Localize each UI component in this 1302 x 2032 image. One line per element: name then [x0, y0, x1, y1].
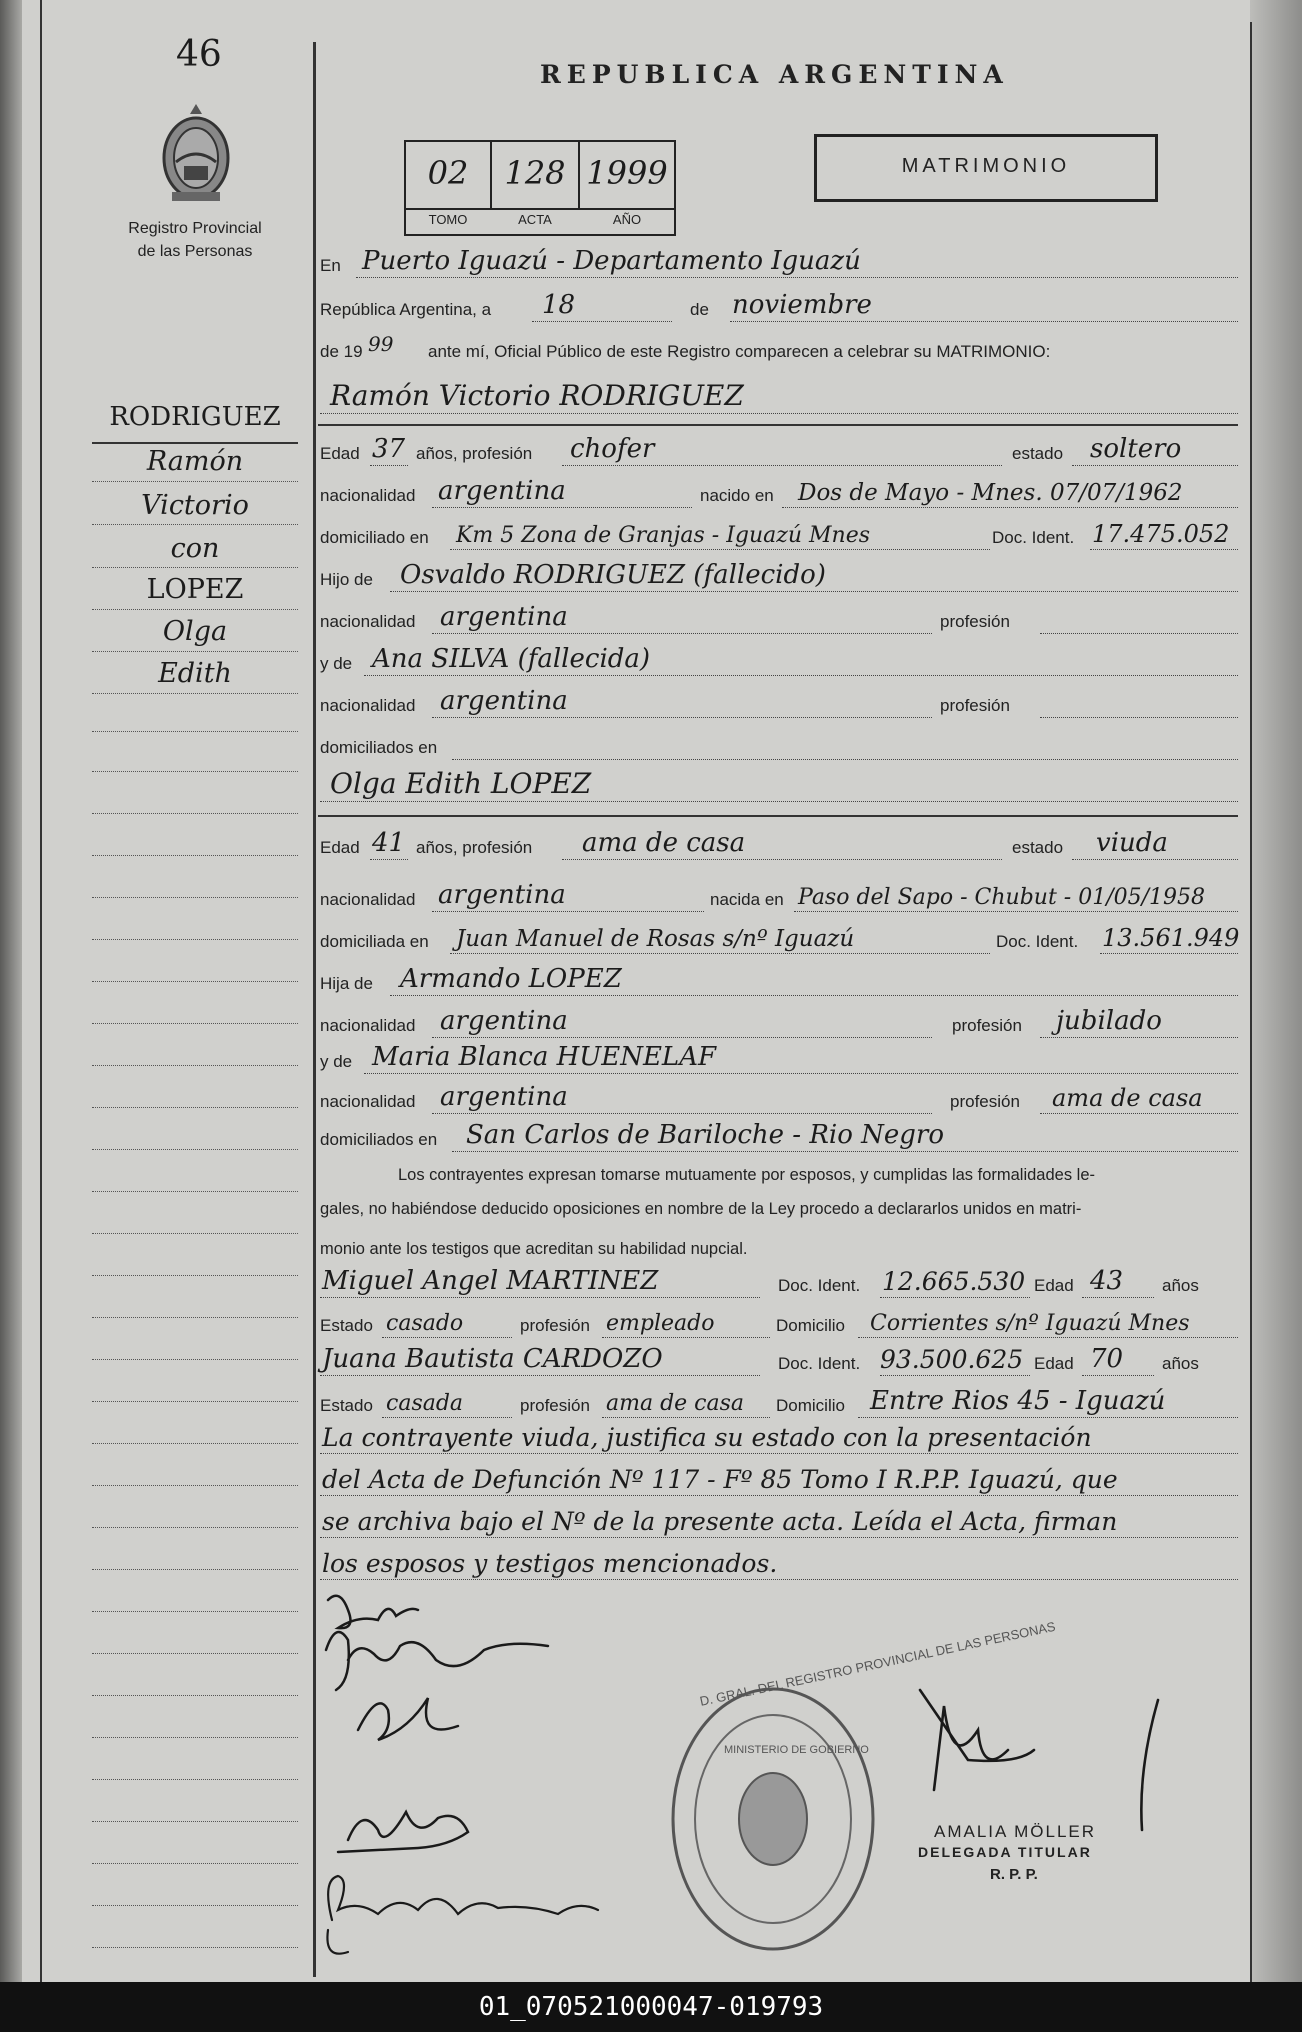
groom-mother-row	[320, 642, 1238, 682]
witness2-prof-label: profesión	[520, 1396, 590, 1415]
ano-label: AÑO	[612, 212, 642, 227]
margin-surname: RODRIGUEZ	[109, 402, 281, 432]
margin-rule	[92, 650, 298, 652]
bride-doc: 13.561.949	[1102, 924, 1240, 952]
bride-nacionalidad: argentina	[438, 880, 566, 910]
margin-rule	[92, 1652, 298, 1654]
bride-age-row	[320, 826, 1238, 866]
tomo-value: 02	[427, 154, 469, 192]
witness1-edad-label: Edad	[1034, 1276, 1074, 1295]
margin-rule	[92, 523, 298, 525]
groom-signature	[326, 1596, 548, 1690]
margin-rule	[92, 608, 298, 610]
groom-mother-nac-label: nacionalidad	[320, 696, 416, 715]
left-rule	[40, 0, 42, 1982]
bride-parents-domicilio: San Carlos de Bariloche - Rio Negro	[466, 1120, 945, 1150]
officer-title: DELEGADA TITULAR	[918, 1844, 1092, 1860]
place-value: Puerto Iguazú - Departamento Iguazú	[362, 246, 861, 276]
registry-name-line1: Registro Provincial	[128, 220, 262, 237]
bride-mother-prof: ama de casa	[1052, 1084, 1203, 1112]
margin-line-3: Victorio	[141, 490, 249, 521]
bride-mother: Maria Blanca HUENELAF	[372, 1042, 717, 1072]
stamp-outer-text: D. GRAL. DEL REGISTRO PROVINCIAL DE LAS PERSONAS	[698, 1618, 1057, 1709]
margin-rule	[92, 1568, 298, 1570]
note-line-4: los esposos y testigos mencionados.	[322, 1549, 778, 1578]
groom-nacido: Dos de Mayo - Mnes. 07/07/1962	[798, 480, 1183, 506]
margin-line-4: con	[170, 533, 220, 564]
margin-rule	[92, 1022, 298, 1024]
margin-rule	[92, 1274, 298, 1276]
margin-rule	[92, 1778, 298, 1780]
margin-rule	[92, 1820, 298, 1822]
bride-profesion-label: años, profesión	[416, 838, 533, 857]
groom-dom-row	[320, 516, 1238, 556]
bride-name-row	[320, 768, 1238, 808]
witness1-name: Miguel Angel MARTINEZ	[322, 1266, 659, 1296]
groom-full-name: Ramón Victorio RODRIGUEZ	[330, 379, 744, 412]
witness1-prof-label: profesión	[520, 1316, 590, 1335]
witness2-row	[320, 1342, 1238, 1382]
provincial-seal-icon	[158, 100, 234, 206]
note-line-2: del Acta de Defunción Nº 117 - Fº 85 Tomo I R.P.P. Iguazú, que	[322, 1465, 1118, 1494]
bride-hija-label: Hija de	[320, 974, 373, 993]
witness2-profesion: ama de casa	[606, 1391, 745, 1416]
groom-dom-label: domiciliado en	[320, 528, 429, 547]
margin-divider	[313, 42, 316, 1977]
place-row	[320, 244, 1238, 284]
groom-nacido-label: nacido en	[700, 486, 774, 505]
witness2-doc-label: Doc. Ident.	[778, 1354, 861, 1373]
bride-father-prof-label: profesión	[952, 1016, 1022, 1035]
margin-rule	[92, 980, 298, 982]
bride-father-nac-row	[320, 1004, 1238, 1044]
registry-name-line2: de las Personas	[137, 243, 253, 260]
margin-divider-line	[92, 442, 298, 444]
groom-yde-label: y de	[320, 654, 353, 673]
declaration-line-3: monio ante los testigos que acreditan su habilidad nupcial.	[320, 1240, 748, 1258]
groom-edad-label: Edad	[320, 444, 360, 463]
witness2-edad: 70	[1090, 1344, 1124, 1374]
witness2-dom-label: Domicilio	[776, 1396, 845, 1415]
bride-edad-label: Edad	[320, 838, 360, 857]
bride-nac-row	[320, 878, 1238, 918]
margin-rule	[92, 1610, 298, 1612]
bride-father-nac: argentina	[440, 1006, 568, 1036]
book-binding	[0, 0, 22, 1982]
note-line-3-row	[320, 1504, 1238, 1544]
margin-line-6: Olga	[162, 616, 228, 647]
groom-hijo-label: Hijo de	[320, 570, 373, 589]
year-suffix: 99	[368, 332, 394, 356]
witness1-profesion: empleado	[606, 1311, 715, 1336]
republica-label: República Argentina, a	[320, 300, 492, 319]
margin-rule	[92, 1316, 298, 1318]
year-prefix: de 19	[320, 342, 363, 361]
groom-nac-row	[320, 474, 1238, 514]
bride-edad: 41	[372, 828, 406, 858]
note-line-1-row	[320, 1420, 1238, 1460]
witness1-edad: 43	[1090, 1266, 1124, 1296]
bride-mother-nac-row	[320, 1080, 1238, 1120]
bride-mother-row	[320, 1040, 1238, 1080]
margin-rule	[92, 938, 298, 940]
witness1-domicilio: Corrientes s/nº Iguazú Mnes	[870, 1311, 1190, 1336]
margin-rule	[92, 1190, 298, 1192]
groom-profesion-label: años, profesión	[416, 444, 533, 463]
stamp-inner-text: MINISTERIO DE GOBIERNO	[724, 1744, 869, 1756]
bride-nac-label: nacionalidad	[320, 890, 416, 909]
margin-rule	[92, 1106, 298, 1108]
groom-mother: Ana SILVA (fallecida)	[372, 644, 651, 674]
margin-rule	[92, 1442, 298, 1444]
declaration-line-2: gales, no habiéndose deducido oposiciones en nombre de la Ley procedo a declararlos unidos en matri-	[320, 1200, 1082, 1218]
officer-org: R. P. P.	[990, 1866, 1038, 1883]
witness1-estado-label: Estado	[320, 1316, 373, 1335]
date-row	[320, 288, 1238, 328]
margin-rule	[92, 480, 298, 482]
declaration-line-1: Los contrayentes expresan tomarse mutuamente por esposos, y cumplidas las formalidades le-	[398, 1166, 1096, 1184]
witness1-anos-label: años	[1162, 1276, 1199, 1295]
page-number: 46	[176, 34, 222, 75]
margin-rule	[92, 566, 298, 568]
page-edge	[1250, 0, 1302, 1982]
margin-rule	[92, 1148, 298, 1150]
bride-parents-dom-label: domiciliados en	[320, 1130, 438, 1149]
bride-yde-label: y de	[320, 1052, 353, 1071]
bride-dom-label: domiciliada en	[320, 932, 429, 951]
act-type-box	[814, 134, 1158, 202]
margin-rule	[92, 1064, 298, 1066]
margin-rule	[92, 1946, 298, 1948]
country-title: REPUBLICA ARGENTINA	[540, 60, 1009, 89]
ano-value: 1999	[586, 154, 668, 192]
groom-doc-label: Doc. Ident.	[992, 528, 1075, 547]
margin-rule	[92, 1484, 298, 1486]
witness2-signature	[327, 1876, 598, 1954]
witness1-row	[320, 1264, 1238, 1304]
groom-father-row	[320, 558, 1238, 598]
margin-rule	[92, 1862, 298, 1864]
tomo-label: TOMO	[428, 212, 468, 227]
witness1-doc-label: Doc. Ident.	[778, 1276, 861, 1295]
bride-domicilio: Juan Manuel de Rosas s/nº Iguazú	[456, 926, 855, 952]
note-line-2-row	[320, 1462, 1238, 1502]
bride-estado: viuda	[1096, 828, 1168, 858]
witness2-domicilio: Entre Rios 45 - Iguazú	[870, 1386, 1166, 1416]
margin-rule	[92, 812, 298, 814]
groom-nac-label: nacionalidad	[320, 486, 416, 505]
groom-father-nac: argentina	[440, 602, 568, 632]
bride-mother-nac: argentina	[440, 1082, 568, 1112]
groom-profesion: chofer	[570, 434, 655, 464]
bride-estado-label: estado	[1012, 838, 1064, 857]
bride-nacida-label: nacida en	[710, 890, 784, 909]
margin-line-5: LOPEZ	[146, 574, 244, 605]
note-line-3: se archiva bajo el Nº de la presente acta. Leída el Acta, firman	[322, 1507, 1118, 1536]
margin-line-2: Ramón	[146, 446, 244, 477]
margin-rule	[92, 854, 298, 856]
groom-age-row	[320, 432, 1238, 472]
bride-father-row	[320, 962, 1238, 1002]
witness2-doc: 93.500.625	[880, 1345, 1024, 1374]
bride-mother-prof-label: profesión	[950, 1092, 1020, 1111]
groom-father-prof-label: profesión	[940, 612, 1010, 631]
bride-father-nac-label: nacionalidad	[320, 1016, 416, 1035]
bride-full-name: Olga Edith LOPEZ	[330, 767, 592, 800]
year-row	[320, 330, 1238, 370]
witness1-signature	[338, 1812, 468, 1852]
groom-doc: 17.475.052	[1092, 520, 1230, 548]
bride-dom-row	[320, 920, 1238, 960]
groom-estado-label: estado	[1012, 444, 1064, 463]
margin-rule	[92, 1736, 298, 1738]
groom-mother-nac-row	[320, 684, 1238, 724]
officer-name: AMALIA MÖLLER	[934, 1822, 1097, 1841]
groom-mother-prof-label: profesión	[940, 696, 1010, 715]
right-rule	[1250, 22, 1252, 1982]
bride-separator	[318, 815, 1238, 817]
groom-nacionalidad: argentina	[438, 476, 566, 506]
groom-edad: 37	[372, 434, 406, 464]
document-id-footer: 01_070521000047-019793	[0, 1982, 1302, 2032]
groom-estado: soltero	[1090, 434, 1182, 464]
bride-profesion: ama de casa	[582, 828, 746, 858]
margin-rule	[92, 1232, 298, 1234]
witness2-name: Juana Bautista CARDOZO	[322, 1344, 663, 1374]
groom-name-row	[320, 380, 1238, 420]
en-label: En	[320, 256, 341, 275]
margin-rule	[92, 1526, 298, 1528]
margin-rule	[92, 1904, 298, 1906]
bride-nacida: Paso del Sapo - Chubut - 01/05/1958	[798, 885, 1206, 910]
officer-signature	[920, 1690, 1158, 1830]
day-value: 18	[542, 290, 576, 320]
witness1-estado: casado	[386, 1311, 464, 1336]
margin-rule	[92, 692, 298, 694]
act-type: MATRIMONIO	[901, 155, 1071, 177]
witness1-doc: 12.665.530	[882, 1267, 1026, 1296]
groom-father-nac-row	[320, 600, 1238, 640]
bride-father-prof: jubilado	[1056, 1006, 1162, 1036]
official-stamp-icon	[668, 1684, 878, 1954]
margin-rule	[92, 1358, 298, 1360]
margin-line-7: Edith	[158, 658, 232, 689]
margin-rule	[92, 1694, 298, 1696]
note-line-1: La contrayente viuda, justifica su estado con la presentación	[322, 1423, 1092, 1452]
groom-parents-dom-label: domiciliados en	[320, 738, 438, 757]
bride-signature	[358, 1698, 458, 1740]
acta-value: 128	[504, 154, 566, 192]
groom-domicilio: Km 5 Zona de Granjas - Iguazú Mnes	[456, 523, 871, 548]
de-label: de	[690, 300, 709, 319]
acta-label: ACTA	[518, 212, 552, 227]
witness1-details-row	[320, 1304, 1238, 1344]
margin-rule	[92, 1400, 298, 1402]
bride-mother-nac-label: nacionalidad	[320, 1092, 416, 1111]
groom-father-nac-label: nacionalidad	[320, 612, 416, 631]
margin-rule	[92, 896, 298, 898]
witness1-dom-label: Domicilio	[776, 1316, 845, 1335]
groom-parents-dom-row	[320, 726, 1238, 766]
margin-rule	[92, 730, 298, 732]
bride-doc-label: Doc. Ident.	[996, 932, 1079, 951]
margin-rule	[92, 770, 298, 772]
bride-father: Armando LOPEZ	[400, 964, 622, 994]
record-box	[404, 140, 676, 236]
month-value: noviembre	[732, 290, 872, 320]
groom-father: Osvaldo RODRIGUEZ (fallecido)	[400, 560, 826, 590]
witness2-edad-label: Edad	[1034, 1354, 1074, 1373]
witness2-estado-label: Estado	[320, 1396, 373, 1415]
ante-text: ante mí, Oficial Público de este Registro comparecen a celebrar su MATRIMONIO:	[428, 342, 1051, 361]
groom-mother-nac: argentina	[440, 686, 568, 716]
witness2-estado: casada	[386, 1391, 464, 1416]
groom-separator	[318, 424, 1238, 426]
bride-parents-dom-row	[320, 1118, 1238, 1158]
witness2-details-row	[320, 1384, 1238, 1424]
witness2-anos-label: años	[1162, 1354, 1199, 1373]
